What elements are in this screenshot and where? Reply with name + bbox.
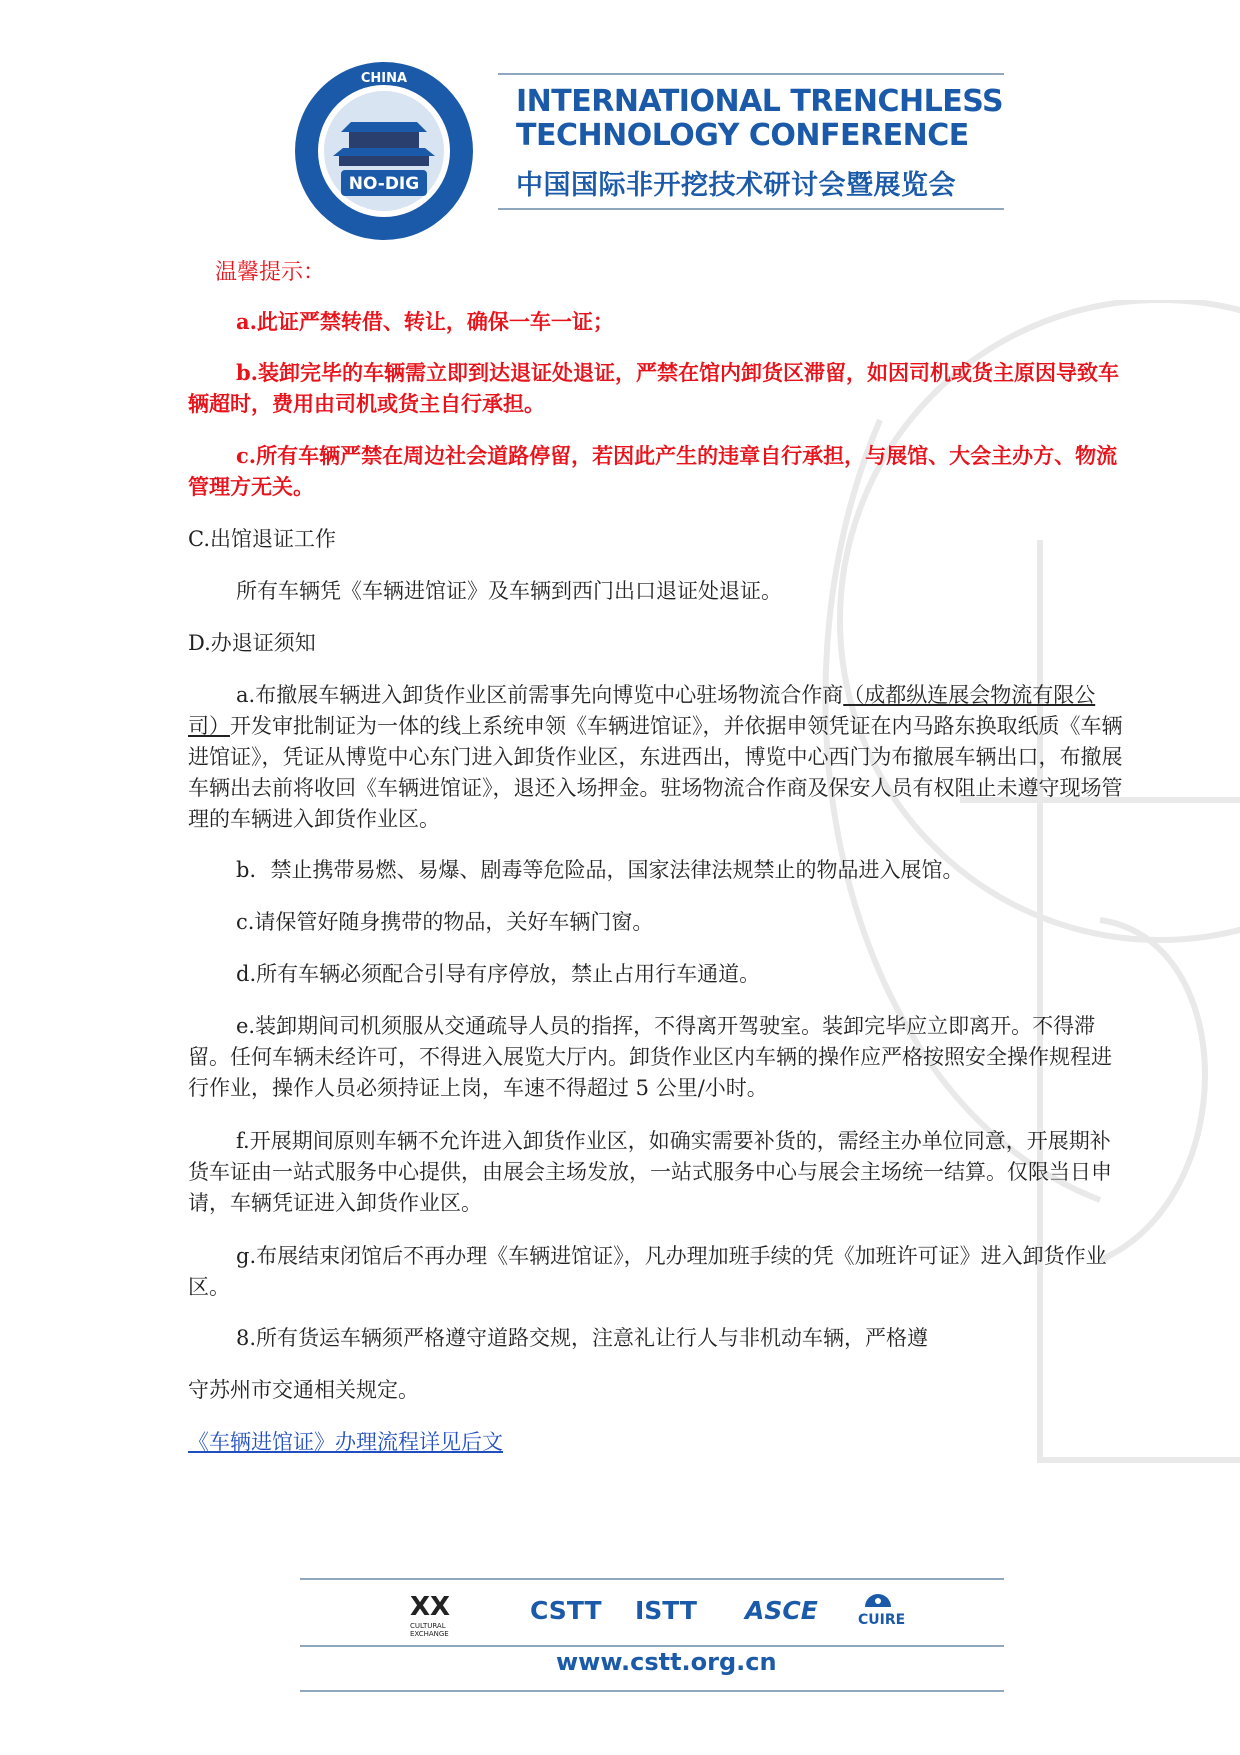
seal-caption [0, 0, 1, 1]
page-header [0, 0, 1240, 230]
footer-top-rule [300, 1578, 1004, 1580]
title-chinese: 中国国际非开挖技术研讨会暨展览会 [516, 170, 956, 201]
title-english-line1: INTERNATIONAL TRENCHLESS [516, 84, 1004, 119]
tip-b: b.装卸完毕的车辆需立即到达退证处退证，严禁在馆内卸货区滞留，如因司机或货主原因导致车辆超时，费用由司机或货主自行承担。 [188, 360, 1119, 416]
cstt-logo: CSTT [530, 1596, 602, 1625]
tips-title: 温馨提示： [215, 260, 326, 285]
cuire-label: CUIRE [858, 1612, 906, 1628]
section-c-heading: C.出馆退证工作 [188, 527, 336, 551]
tip-a: a.此证严禁转借、转让，确保一车一证； [236, 309, 614, 334]
svg-text:CHINA: CHINA [360, 71, 408, 86]
conference-seal-logo [293, 60, 475, 242]
section-d-item-b: b．禁止携带易燃、易爆、剧毒等危险品，国家法律法规禁止的物品进入展馆。 [236, 858, 964, 882]
section-d-item-c: c.请保管好随身携带的物品，关好车辆门窗。 [236, 910, 654, 934]
title-english-line2: TECHNOLOGY CONFERENCE [516, 118, 969, 153]
item-8-line1: 8.所有货运车辆须严格遵守道路交规，注意礼让行人与非机动车辆，严格遵 [236, 1326, 929, 1350]
footer-bottom-rule [300, 1690, 1004, 1692]
website-url[interactable]: www.cstt.org.cn [556, 1648, 777, 1676]
footer-mid-rule [300, 1645, 1004, 1647]
istt-logo: ISTT [635, 1596, 697, 1625]
section-d-item-f: f.开展期间原则车辆不允许进入卸货作业区，如确实需要补货的，需经主办单位同意，开展期补货车证由一站式服务中心提供，由展会主场发放，一站式服务中心与展会主场统一结算。仅限当日申请，车辆凭证进入卸货作业区。 [188, 1129, 1112, 1215]
section-c-text: 所有车辆凭《车辆进馆证》及车辆到西门出口退证处退证。 [236, 579, 782, 603]
process-link-row [188, 1427, 1123, 1458]
section-d-heading: D.办退证须知 [188, 631, 316, 655]
cultural-exchange-mark: XX [410, 1592, 451, 1622]
tip-c: c.所有车辆严禁在周边社会道路停留，若因此产生的违章自行承担，与展馆、大会主办方、物流管理方无关。 [188, 443, 1118, 499]
cultural-exchange-caption: CULTURAL EXCHANGE [410, 1622, 449, 1638]
svg-text:NO-DIG: NO-DIG [348, 174, 420, 194]
item-a-text-pre: a.布撤展车辆进入卸货作业区前需事先向博览中心驻场物流合作商 [236, 683, 844, 707]
section-d-item-d: d.所有车辆必须配合引导有序停放，禁止占用行车通道。 [236, 962, 761, 986]
cultural-exchange-logo [410, 1592, 450, 1638]
asce-logo: ASCE [745, 1596, 818, 1625]
item-8-line2: 守苏州市交通相关规定。 [188, 1378, 419, 1402]
item-a-text-post: 开发审批制证为一体的线上系统申领《车辆进馆证》，并依据申领凭证在内马路东换取纸质《车辆进馆证》，凭证从博览中心东门进入卸货作业区，东进西出，博览中心西门为布撤展车辆出口，布撤展车辆出去前将收回《车辆进馆证》，退还入场押金。驻场物流合作商及保安人员有权阻止未遵守现场管理的车辆进入卸货作业区。 [188, 714, 1123, 831]
header-top-rule [498, 73, 1004, 75]
header-bottom-rule [498, 208, 1004, 210]
logistics-company-name: （成都纵连展会物流有限公司） [188, 683, 1096, 738]
section-d-item-g: g.布展结束闭馆后不再办理《车辆进馆证》，凡办理加班手续的凭《加班许可证》进入卸货作业区。 [188, 1244, 1107, 1299]
cuire-dome-icon [863, 1590, 893, 1608]
process-details-link[interactable]: 《车辆进馆证》办理流程详见后文 [188, 1430, 503, 1454]
section-d-item-a [188, 680, 1123, 835]
cuire-logo [858, 1590, 906, 1628]
section-d-item-e: e.装卸期间司机须服从交通疏导人员的指挥，不得离开驾驶室。装卸完毕应立即离开。不得滞留。任何车辆未经许可，不得进入展览大厅内。卸货作业区内车辆的操作应严格按照安全操作规程进行作业，操作人员必须持证上岗，车速不得超过 5 公里/小时。 [188, 1014, 1112, 1100]
